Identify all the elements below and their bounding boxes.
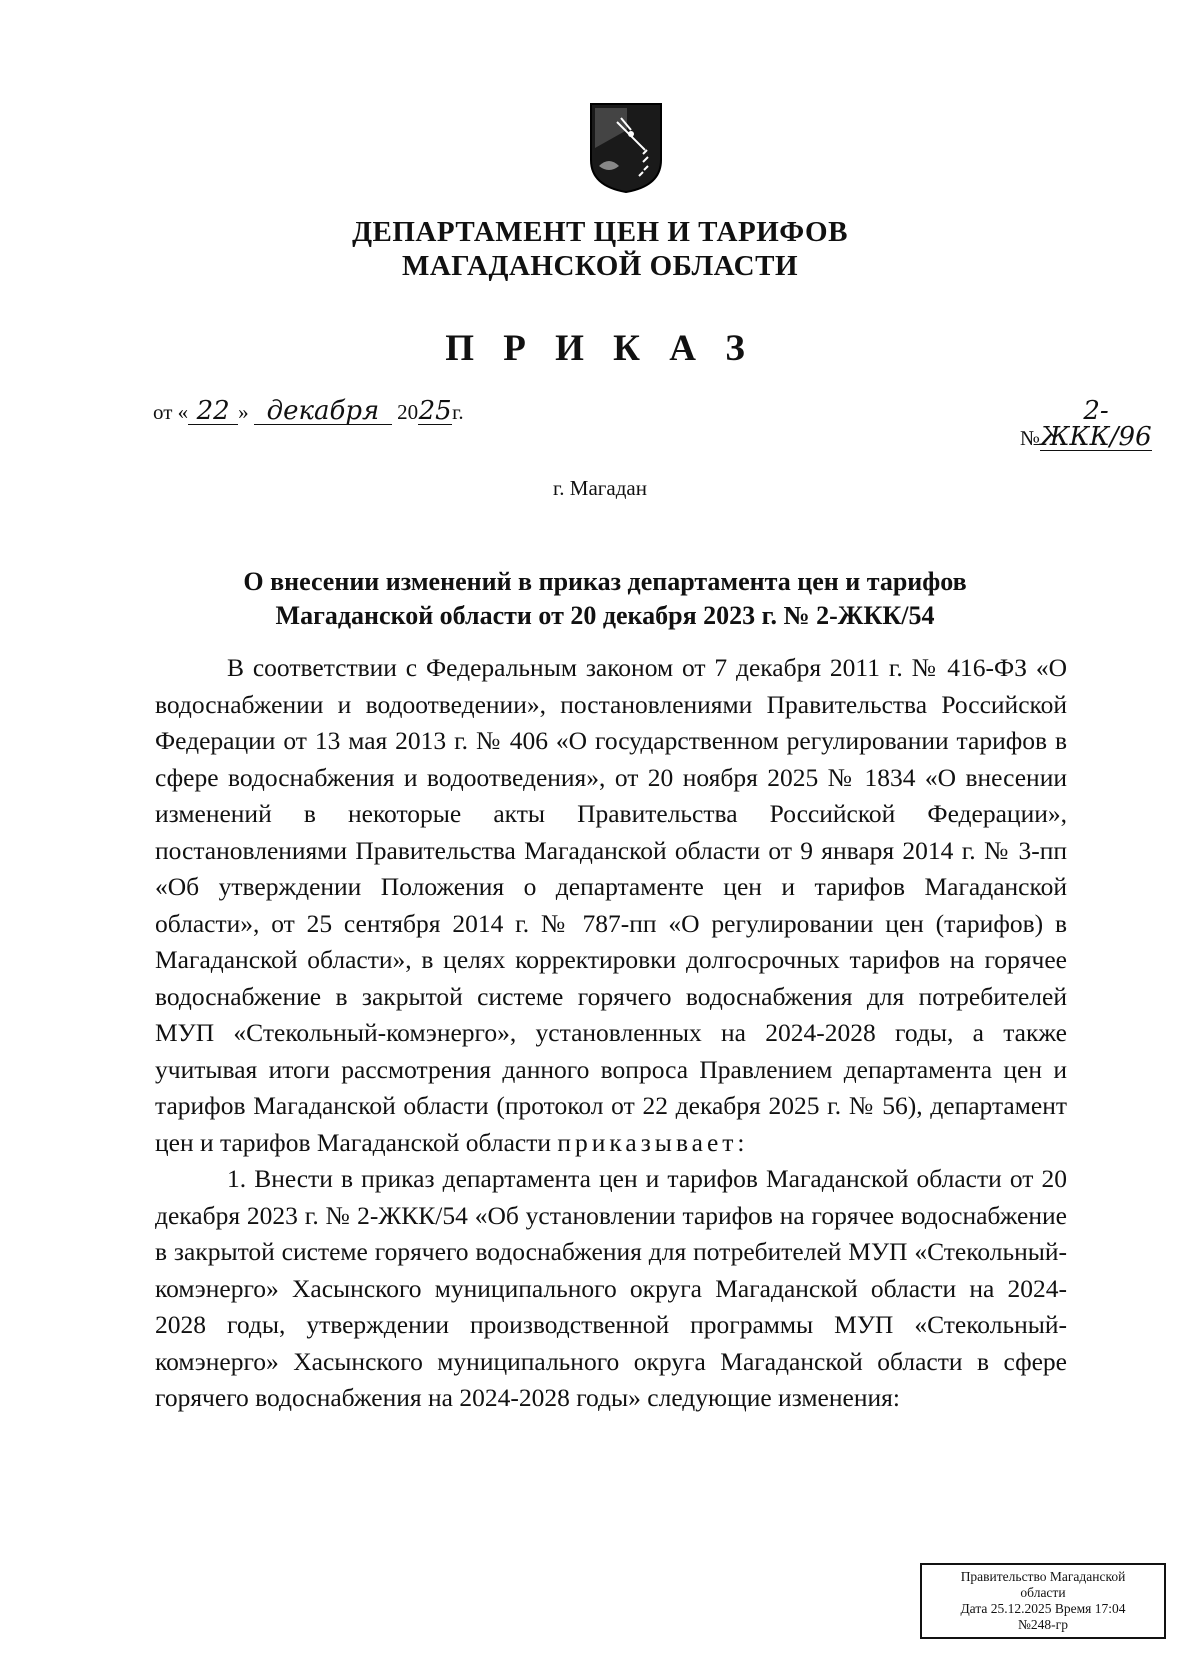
stamp-line4: №248-гр xyxy=(1018,1617,1068,1632)
organization-name-line1: ДЕПАРТАМЕНТ ЦЕН И ТАРИФОВ xyxy=(352,216,848,248)
date-year-suffix: 25 xyxy=(418,396,452,426)
decree-word: приказывает: xyxy=(557,1127,749,1157)
stamp-line1: Правительство Магаданской xyxy=(960,1569,1126,1584)
date-year-prefix: 20 xyxy=(397,400,419,424)
order-number xyxy=(1020,398,1152,451)
subject-line1: О внесении изменений в приказ департамента цен и тарифов xyxy=(243,567,967,596)
coat-of-arms-emblem xyxy=(587,100,665,194)
number-value: 2-ЖКК/96 xyxy=(1040,396,1152,452)
stamp-line2: области xyxy=(1020,1585,1066,1600)
date-month: декабря xyxy=(254,398,392,425)
date-mid: » xyxy=(238,400,249,424)
number-prefix: № xyxy=(1019,426,1040,450)
preamble-text: В соответствии с Федеральным законом от 7 декабря 2011 г. № 416-ФЗ «О водоснабжении и водоотведении», постановлениями Правительства Российской Федерации от 13 мая 2013 г. № 406 «О государственном регулировании тарифов в сфере водоснабжения и водоотведения», от 20 ноября 2025 № 1834 «О внесении изменений в некоторые акты Правительства Российской Федерации», постановлениями Правительства Магаданской области от 9 января 2014 г. № 3-пп «Об утверждении Положения о департаменте цен и тарифов Магаданской области», от 25 сентября 2014 г. № 787-пп «О регулировании цен (тарифов) в Магаданской области», в целях корректировки долгосрочных тарифов на горячее водоснабжение в закрытой системе горячего водоснабжения для потребителей МУП «Стекольный-комэнерго», установленных на 2024-2028 годы, а также учитывая итоги рассмотрения данного вопроса Правлением департамента цен и тарифов Магаданской области (протокол от 22 декабря 2025 г. № 56), департамент цен и тарифов Магаданской области xyxy=(155,653,1067,1157)
registration-stamp xyxy=(920,1563,1166,1639)
preamble-paragraph xyxy=(155,650,1067,1161)
order-date xyxy=(153,398,464,425)
organization-name-line2: МАГАДАНСКОЙ ОБЛАСТИ xyxy=(401,250,799,282)
clause-1-paragraph: 1. Внести в приказ департамента цен и тарифов Магаданской области от 20 декабря 2023 г. № 2-ЖКК/54 «Об установлении тарифов на горячее водоснабжение в закрытой системе горячего водоснабжения для потребителей МУП «Стекольный-комэнерго» Хасынского муниципального округа Магаданской области на 2024-2028 годы, утверждении производственной программы МУП «Стекольный-комэнерго» Хасынского муниципального округа Магаданской области в сфере горячего водоснабжения на 2024-2028 годы» следующие изменения: xyxy=(155,1164,1067,1412)
city-name: г. Магадан xyxy=(553,476,647,500)
date-prefix: от « xyxy=(153,400,189,424)
date-day: 22 xyxy=(188,398,238,425)
document-type-title: П Р И К А З xyxy=(445,328,755,369)
order-subject xyxy=(150,565,1060,633)
stamp-line3: Дата 25.12.2025 Время 17:04 xyxy=(960,1601,1126,1616)
order-body xyxy=(155,650,1067,1417)
date-suffix: г. xyxy=(452,400,464,424)
subject-line2: Магаданской области от 20 декабря 2023 г. № 2-ЖКК/54 xyxy=(275,601,935,630)
